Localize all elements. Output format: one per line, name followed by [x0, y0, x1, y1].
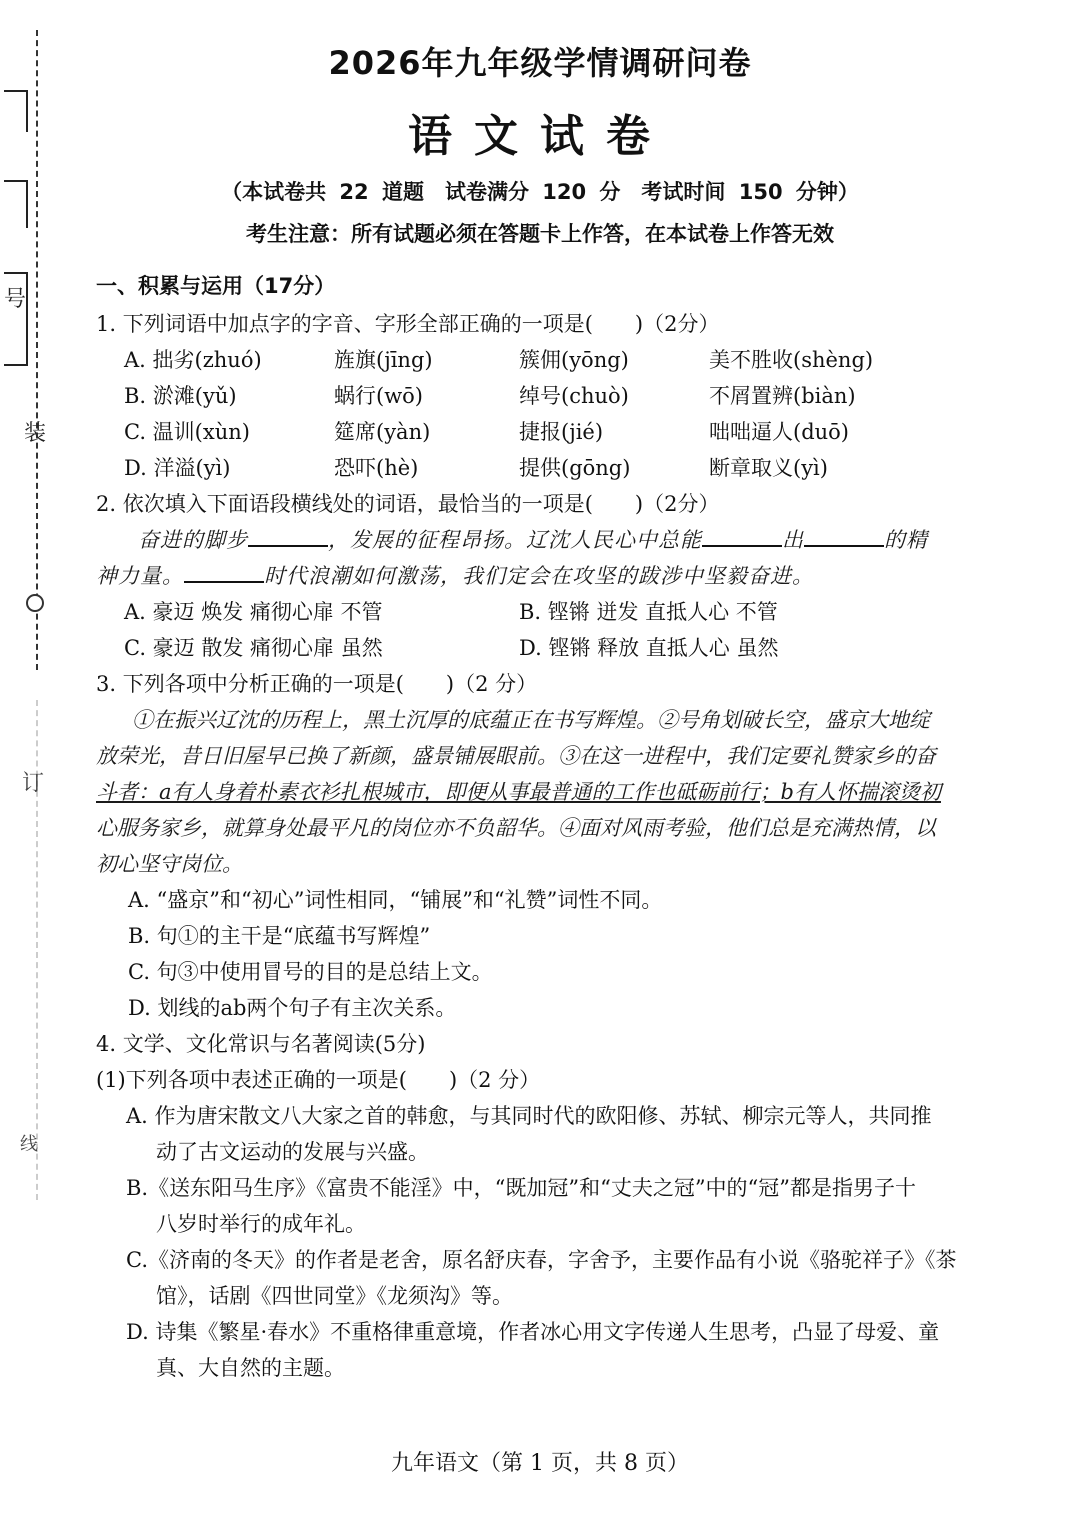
option-cell: B. 淤滩(yǔ): [124, 384, 237, 408]
option-line: B.《送东阳马生序》《富贵不能淫》中，“既加冠”和“丈夫之冠”中的“冠”都是指男子十: [126, 1176, 917, 1200]
question-1-row-d: [96, 450, 996, 486]
question-1-stem: 1. 下列词语中加点字的字音、字形全部正确的一项是( )（2分）: [96, 312, 720, 336]
option-cell: 蜗行(wō): [334, 384, 424, 408]
binding-label-number: 号: [4, 287, 27, 312]
question-2-options-row-2: [96, 630, 996, 666]
subject-title: 语文试卷: [408, 111, 672, 162]
option-cell: A. 拙劣(zhuó): [124, 348, 262, 372]
exam-info: （本试卷共 22 道题 试卷满分 120 分 考试时间 150 分钟）: [221, 180, 859, 204]
option-line: D. 诗集《繁星·春水》不重格律重意境，作者冰心用文字传递人生思考，凸显了母爱、童: [126, 1320, 940, 1344]
option-line: 馆》，话剧《四世同堂》《龙须沟》等。: [156, 1284, 513, 1308]
exam-title: 2026年九年级学情调研问卷: [328, 44, 752, 82]
fill-blank: [804, 525, 884, 547]
question-3-passage-line: 初心坚守岗位。: [96, 852, 243, 876]
question-1-row-a: [96, 342, 996, 378]
passage-text: 时代浪潮如何激荡，我们定会在攻坚的跋涉中坚毅奋进。: [264, 564, 814, 588]
option-cell: 断章取义(yì): [709, 456, 828, 480]
option-cell: 簇佣(yōng): [519, 348, 629, 372]
option-c: C. 豪迈 散发 痛彻心扉 虽然: [124, 636, 383, 660]
option-a: A. 豪迈 焕发 痛彻心扉 不管: [124, 600, 383, 624]
question-4-option-d: [96, 1314, 996, 1386]
question-3-option-b: B. 句①的主干是“底蕴书写辉煌”: [128, 924, 431, 948]
exam-content: [96, 268, 996, 1386]
passage-text: ，发展的征程昂扬。辽沈人民心中总能: [328, 528, 702, 552]
option-line: A. 作为唐宋散文八大家之首的韩愈，与其同时代的欧阳修、苏轼、柳宗元等人，共同推: [126, 1104, 932, 1128]
question-3-option-d: D. 划线的ab两个句子有主次关系。: [128, 996, 457, 1020]
option-cell: 咄咄逼人(duō): [709, 420, 849, 444]
passage-text: 出: [782, 528, 804, 552]
option-b: B. 铿锵 迸发 直抵人心 不管: [519, 600, 778, 624]
binding-label-xian: 线: [20, 1134, 38, 1155]
option-cell: 旌旗(jīng): [334, 348, 433, 372]
question-4-option-b: [96, 1170, 996, 1242]
question-1-row-c: [96, 414, 996, 450]
question-3-passage-line: 心服务家乡，就算身处最平凡的岗位亦不负韶华。④面对风雨考验，他们总是充满热情，以: [96, 816, 936, 840]
question-1-row-b: [96, 378, 996, 414]
option-d: D. 铿锵 释放 直抵人心 虽然: [519, 636, 779, 660]
option-cell: 不屑置辨(biàn): [709, 384, 856, 408]
option-line: 八岁时举行的成年礼。: [156, 1212, 366, 1236]
question-4-sub-1: (1)下列各项中表述正确的一项是( )（2 分）: [96, 1068, 541, 1092]
option-cell: 绰号(chuò): [519, 384, 629, 408]
fill-blank: [248, 525, 328, 547]
fill-blank: [184, 561, 264, 583]
option-cell: D. 洋溢(yì): [124, 456, 231, 480]
section-title: 一、积累与运用（17分）: [96, 274, 336, 298]
question-4-stem: 4. 文学、文化常识与名著阅读(5分): [96, 1032, 426, 1056]
passage-text: 神力量。: [96, 564, 184, 588]
option-cell: 恐吓(hè): [334, 456, 419, 480]
exam-notice: 考生注意：所有试题必须在答题卡上作答，在本试卷上作答无效: [246, 222, 834, 246]
option-cell: C. 温训(xùn): [124, 420, 250, 444]
question-3-stem: 3. 下列各项中分析正确的一项是( )（2 分）: [96, 672, 538, 696]
option-line: C.《济南的冬天》的作者是老舍，原名舒庆春，字舍予，主要作品有小说《骆驼祥子》《茶: [126, 1248, 957, 1272]
option-line: 动了古文运动的发展与兴盛。: [156, 1140, 429, 1164]
option-cell: 提供(gōng): [519, 456, 631, 480]
binding-label-ding: 订: [22, 771, 45, 796]
page-footer: 九年语文（第 1 页，共 8 页）: [391, 1451, 689, 1476]
question-3-option-c: C. 句③中使用冒号的目的是总结上文。: [128, 960, 493, 984]
binding-label-zhuang: 装: [24, 421, 47, 446]
question-4-option-c: [96, 1242, 996, 1314]
option-cell: 捷报(jié): [519, 420, 604, 444]
passage-text: 奋进的脚步: [138, 528, 248, 552]
option-cell: 美不胜收(shèng): [709, 348, 874, 372]
question-3-option-a: A. “盛京”和“初心”词性相同，“铺展”和“礼赞”词性不同。: [128, 888, 663, 912]
passage-text: 的精: [884, 528, 928, 552]
question-4-option-a: [96, 1098, 996, 1170]
question-3-passage-line: 放荣光，昔日旧屋早已换了新颜，盛景铺展眼前。③在这一进程中，我们定要礼赞家乡的奋: [96, 744, 936, 768]
question-3-passage-line: ①在振兴辽沈的历程上，黑土沉厚的底蕴正在书写辉煌。②号角划破长空，盛京大地绽: [132, 708, 930, 732]
question-2-options-row-1: [96, 594, 996, 630]
binding-hole: [26, 594, 44, 612]
question-2-stem: 2. 依次填入下面语段横线处的词语，最恰当的一项是( )（2分）: [96, 492, 720, 516]
question-2-passage-line-1: [96, 522, 996, 558]
option-line: 真、大自然的主题。: [156, 1356, 345, 1380]
option-cell: 筵席(yàn): [334, 420, 431, 444]
question-2-passage-line-2: [96, 558, 996, 594]
fill-blank: [702, 525, 782, 547]
question-3-passage-line: 斗者：a有人身着朴素衣衫扎根城市，即便从事最普通的工作也砥砺前行；b有人怀揣滚烫初: [96, 780, 941, 804]
